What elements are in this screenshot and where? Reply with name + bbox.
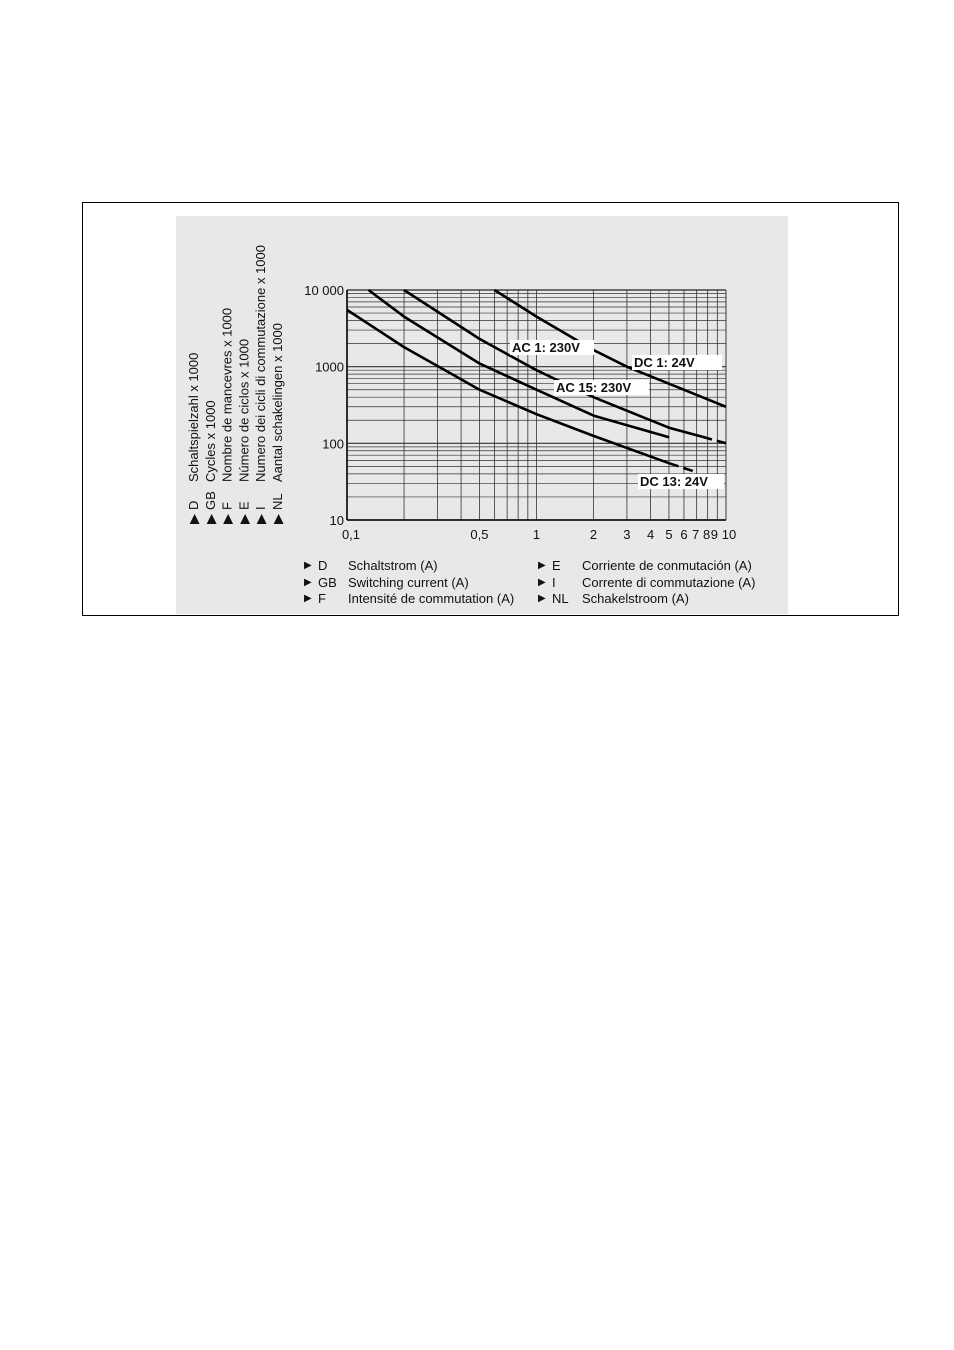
tick-labels (304, 283, 736, 542)
x-axis-label-row (304, 575, 514, 592)
y-axis-label-text: Cycles x 1000 (202, 400, 218, 482)
x-axis-label-code: D (318, 558, 328, 573)
series-line-2 (369, 290, 669, 437)
arrow-icon: ▶ (304, 593, 312, 604)
arrow-icon: ▶ (304, 576, 312, 588)
curve-label: AC 15: 230V (556, 380, 632, 395)
y-axis-label-row (186, 353, 201, 524)
y-axis-label-row (220, 308, 235, 524)
x-tick-label: 0,1 (341, 527, 361, 542)
y-tick-label: 10 (329, 513, 344, 528)
y-axis-label-text: Schaltspielzahl x 1000 (186, 352, 201, 482)
arrow-icon: ▶ (538, 576, 546, 588)
y-tick-label: 1000 (315, 359, 344, 375)
x-tick-label: 5 (665, 527, 673, 542)
x-tick-label: 6 (680, 527, 688, 542)
x-axis-legend-left (304, 558, 514, 608)
x-tick-label: 1 (532, 527, 541, 542)
y-axis-label-code: I (253, 506, 269, 510)
arrow-icon: ▶ (270, 514, 285, 524)
y-axis-label-text: Aantal schakelingen x 1000 (270, 322, 285, 482)
x-tick-label: 7 (692, 527, 700, 542)
x-axis-label-row (538, 558, 755, 575)
x-axis-label-text: Intensité de commutation (A) (348, 591, 515, 606)
x-axis-label-text: Schakelstroom (A) (582, 591, 689, 606)
x-axis-label-row (304, 558, 514, 575)
arrow-icon: ▶ (186, 514, 201, 524)
y-axis-label-code: D (186, 500, 201, 510)
x-axis-label-text: Corrente di commutazione (A) (582, 574, 756, 590)
y-axis-label-text: Número de ciclos x 1000 (236, 338, 252, 482)
y-axis-label-row (236, 339, 251, 524)
x-axis-label-row (538, 591, 755, 608)
x-axis-label-code: F (318, 591, 326, 606)
x-tick-label: 3 (623, 527, 631, 542)
y-axis-label-text: Nombre de mancevres x 1000 (219, 307, 235, 482)
series-line-dashed-3 (669, 463, 697, 472)
arrow-icon: ▶ (253, 514, 269, 524)
x-axis-label-row (538, 575, 755, 592)
x-axis-label-text: Schaltstrom (A) (348, 558, 438, 573)
x-axis-label-code: E (552, 558, 561, 573)
y-axis-label-code: NL (270, 493, 285, 510)
y-tick-label: 10 000 (304, 283, 344, 298)
y-axis-label-code: GB (202, 491, 218, 510)
y-axis-label-row (203, 400, 218, 524)
x-tick-label: 8 (703, 527, 711, 542)
curve-label: DC 1: 24V (634, 355, 695, 370)
x-axis-label-code: NL (552, 591, 569, 606)
x-axis-label-code: GB (318, 574, 337, 590)
arrow-icon: ▶ (538, 593, 546, 604)
x-axis-label-code: I (552, 574, 556, 590)
arrow-icon: ▶ (538, 560, 546, 571)
x-axis-label-row (304, 591, 514, 608)
x-tick-label: 9 (710, 527, 718, 542)
x-tick-label: 4 (646, 527, 655, 542)
arrow-icon: ▶ (236, 514, 252, 524)
series-line-dashed-1 (702, 437, 726, 444)
arrow-icon: ▶ (219, 514, 235, 524)
x-tick-label: 2 (589, 527, 598, 542)
curve-label: AC 1: 230V (512, 340, 580, 355)
y-axis-label-text: Numero dei cicli di commutazione x 1000 (253, 245, 269, 482)
y-tick-label: 100 (322, 436, 344, 452)
y-axis-label-row (270, 323, 285, 524)
arrow-icon: ▶ (202, 514, 218, 524)
x-tick-label: 10 (721, 527, 737, 542)
y-axis-labels (186, 245, 285, 524)
y-axis-label-code: F (219, 502, 235, 510)
y-axis-label-row (253, 245, 268, 524)
x-axis-label-text: Corriente de conmutación (A) (582, 558, 752, 573)
curve-label: DC 13: 24V (640, 474, 708, 489)
x-tick-label: 0,5 (470, 527, 489, 542)
arrow-icon: ▶ (304, 560, 312, 571)
y-axis-label-code: E (236, 501, 252, 510)
x-axis-label-text: Switching current (A) (348, 574, 469, 590)
x-axis-legend-right (538, 558, 755, 608)
